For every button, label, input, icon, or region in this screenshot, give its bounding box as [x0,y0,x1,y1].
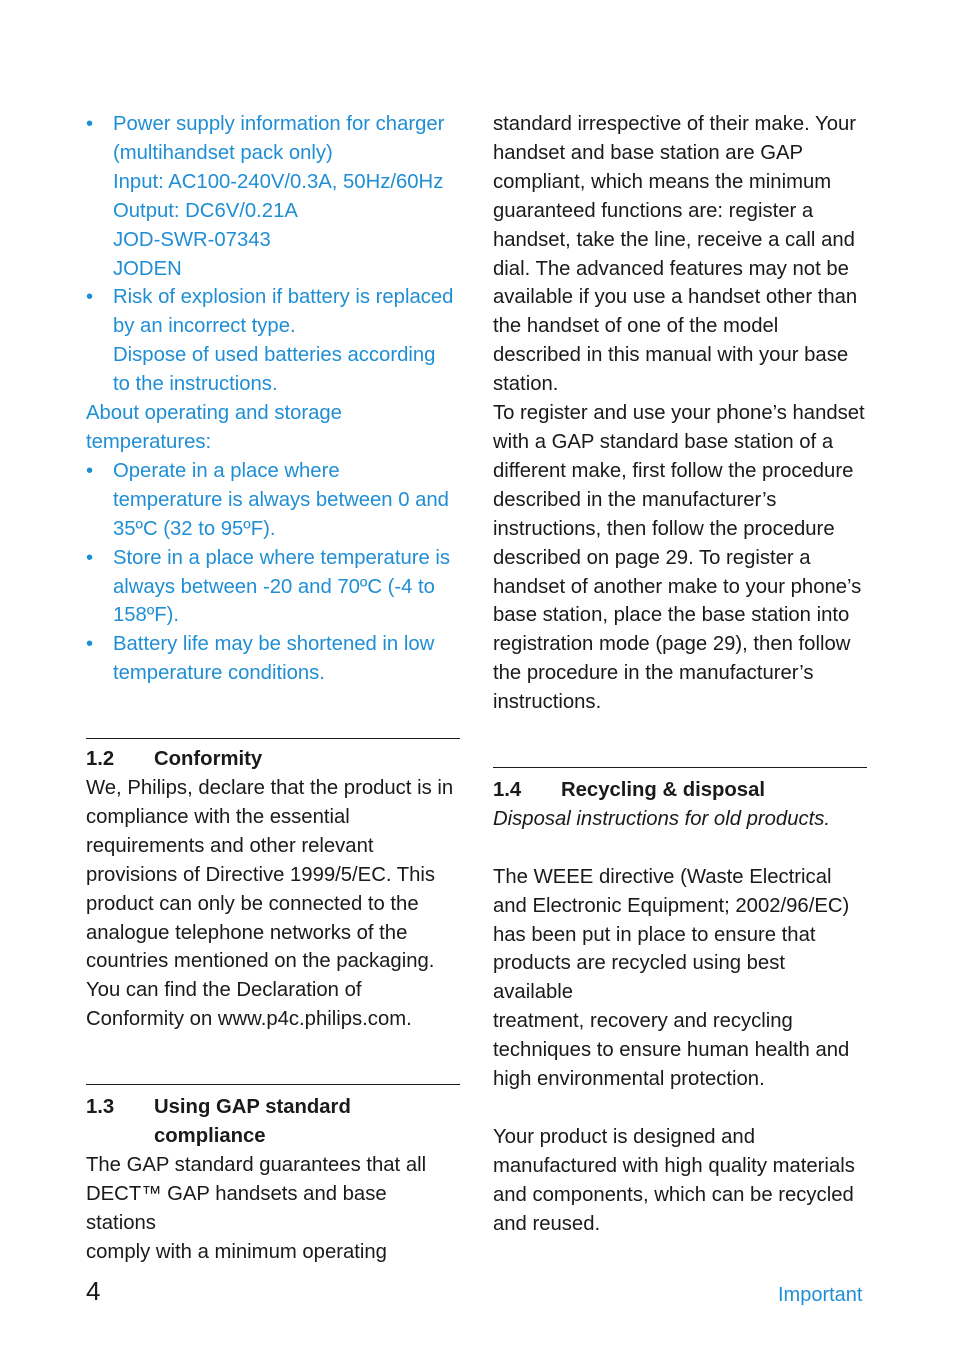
section-name: Important [778,1284,863,1306]
line: registration mode (page 29), then follow [493,633,851,656]
line: by an incorrect type. [113,315,296,338]
section-divider [86,1084,460,1266]
line: JOD-SWR-07343 [113,228,271,251]
line: comply with a minimum operating [86,1240,387,1263]
gap-register-text [493,399,867,717]
section-divider [493,767,867,1238]
list-item [86,110,460,283]
line: described in the manufacturer’s [493,488,777,511]
line: analogue telephone networks of the [86,921,408,944]
line: described on page 29. To register a [493,546,811,569]
line: The GAP standard guarantees that all [86,1154,427,1176]
line: and reused. [493,1212,601,1235]
line: Conformity on www.p4c.philips.com. [86,1008,412,1031]
line: 35ºC (32 to 95ºF). [113,517,276,540]
section-subtitle: Disposal instructions for old products. [493,807,831,830]
line: techniques to ensure human health and [493,1039,850,1062]
bullet: • [86,459,94,482]
line: requirements and other relevant [86,834,374,857]
line: The WEEE directive (Waste Electrical [493,865,832,888]
line: treatment, recovery and recycling [493,1010,793,1033]
line: high environmental protection. [493,1068,765,1091]
gap-text [86,1151,460,1267]
line: Battery life may be shortened in low [113,633,435,656]
line: described in this manual with your base [493,344,849,367]
section-title: Conformity [154,748,263,771]
line: manufactured with high quality materials [493,1154,855,1177]
line: Output: DC6V/0.21A [113,199,298,222]
line: We, Philips, declare that the product is in [86,777,454,800]
line: and components, which can be recycled [493,1183,854,1206]
line: Operate in a place where [113,459,340,482]
section-heading-conformity [86,745,460,774]
line: always between -20 and 70ºC (-4 to [113,575,435,598]
line: handset and base station are GAP [493,141,804,164]
line: Store in a place where temperature is [113,546,451,569]
line: Power supply information for charger [113,113,445,135]
line: To register and use your phone’s handset [493,402,865,425]
charger-info-list [86,110,460,688]
line: Dispose of used batteries according [113,344,436,367]
section-heading-gap [86,1093,460,1151]
bullet: • [86,633,94,656]
right-column [493,110,867,1239]
section-number: 1.3 [86,1096,115,1119]
bullet: • [86,113,94,135]
line: temperatures: [86,430,212,453]
left-column [86,110,460,1267]
line: Risk of explosion if battery is replaced [113,286,454,309]
section-divider [86,738,460,1034]
line: temperature conditions. [113,662,325,685]
section-title-line: compliance [154,1125,266,1148]
line: Your product is designed and [493,1125,755,1148]
bullet: • [86,546,94,569]
section-title: Recycling & disposal [561,779,766,802]
line: base station, place the base station into [493,604,850,627]
line: station. [493,373,559,396]
line: JODEN [113,257,182,280]
line: the handset of one of the model [493,315,779,338]
line: has been put in place to ensure that [493,923,816,946]
line: compliant, which means the minimum [493,170,832,193]
line: handset, take the line, receive a call and [493,228,855,251]
page-number: 4 [86,1276,101,1306]
materials-paragraph [493,1123,867,1239]
gap-continuation [493,110,867,399]
line: different make, first follow the procedure [493,459,854,482]
section-number: 1.4 [493,779,522,802]
line: standard irrespective of their make. Your [493,113,857,135]
line: the procedure in the manufacturer’s [493,662,814,685]
line: dial. The advanced features may not be [493,257,849,280]
line: (multihandset pack only) [113,141,333,164]
list-item [86,544,460,631]
line: About operating and storage [86,402,342,425]
line: to the instructions. [113,373,278,396]
line: compliance with the essential [86,805,350,828]
weee-paragraph [493,863,867,1094]
line: instructions, then follow the procedure [493,517,835,540]
list-item [86,457,460,544]
line: products are recycled using best available [493,952,785,1004]
list-item [86,630,460,688]
line: countries mentioned on the packaging. [86,950,435,973]
section-heading-recycling [493,776,867,805]
section-title-line: Using GAP standard [154,1096,351,1119]
line: handset of another make to your phone’s [493,575,862,598]
line: You can find the Declaration of [86,979,362,1002]
line: 158ºF). [113,604,180,627]
about-temperatures [86,399,460,457]
list-item [86,283,460,399]
line: guaranteed functions are: register a [493,199,814,222]
line: and Electronic Equipment; 2002/96/EC) [493,894,850,917]
line: temperature is always between 0 and [113,488,449,511]
line: instructions. [493,691,602,714]
line: with a GAP standard base station of a [493,430,834,453]
line: DECT™ GAP handsets and base stations [86,1182,387,1234]
line: Input: AC100-240V/0.3A, 50Hz/60Hz [113,170,444,193]
line: available if you use a handset other than [493,286,858,309]
line: provisions of Directive 1999/5/EC. This [86,863,436,886]
line: product can only be connected to the [86,892,419,915]
conformity-text [86,774,460,1034]
bullet: • [86,286,94,309]
section-number: 1.2 [86,748,115,771]
